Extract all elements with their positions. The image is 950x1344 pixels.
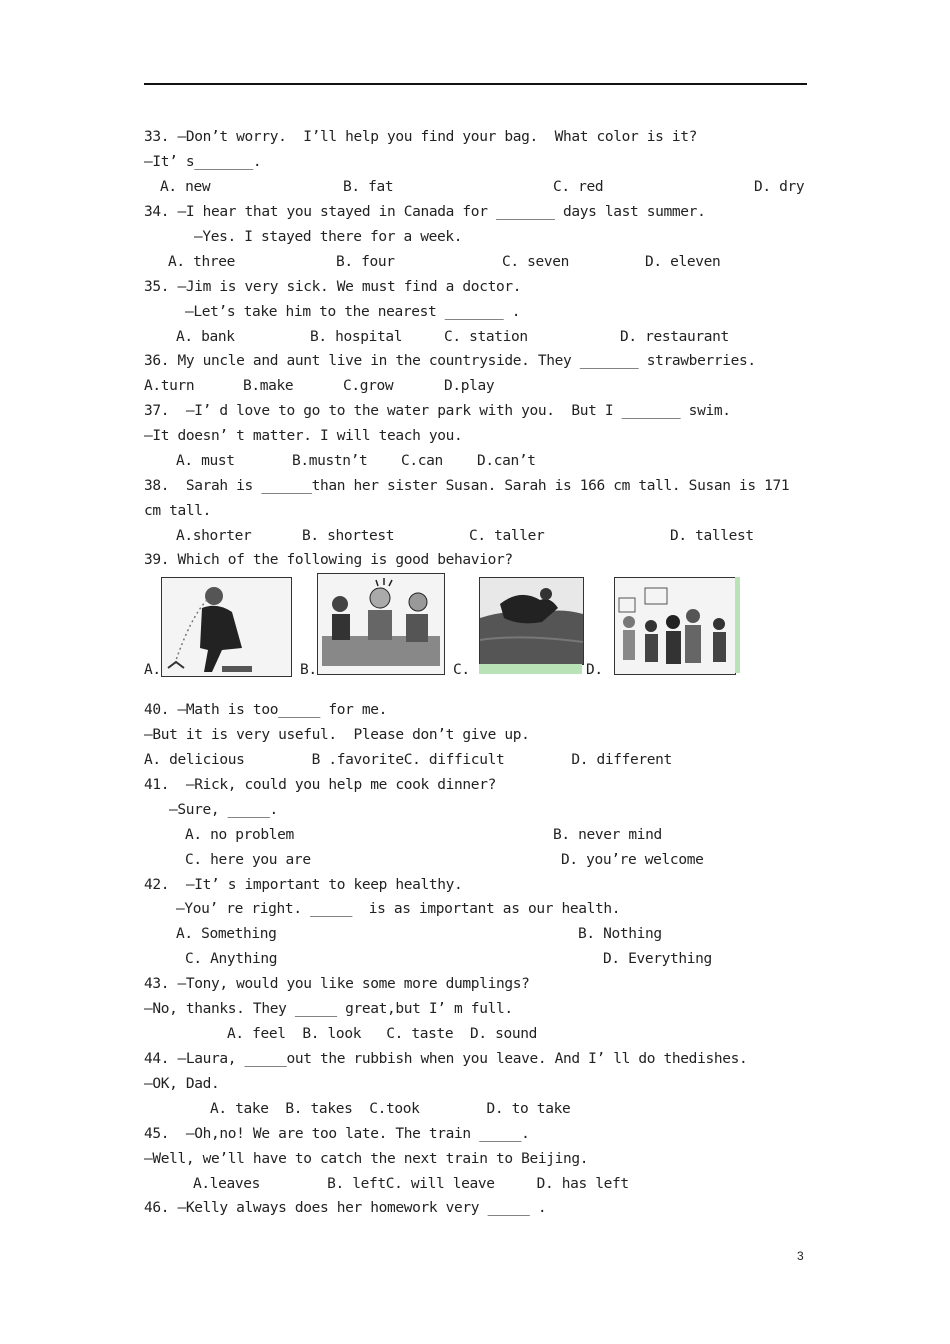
q38-a-text: A.shorter — [176, 528, 252, 544]
picture-c-grass — [479, 577, 584, 665]
q41-reply-text: —Sure, _____. — [169, 802, 278, 818]
q33-d-text: D. dry — [754, 179, 805, 195]
q39-text: 39. Which of the following is good behavior? — [144, 552, 513, 568]
q35-c-text: C. station — [444, 329, 528, 345]
picture-c-green-bar — [479, 664, 582, 674]
q35-text: 35. —Jim is very sick. We must find a doctor. — [144, 279, 522, 295]
q39-b-text: B. — [300, 662, 317, 678]
q35-d-text: D. restaurant — [620, 329, 729, 345]
q42-c-text: C. Anything — [185, 951, 278, 967]
page-number: 3 — [797, 1249, 804, 1263]
q43-reply-text: —No, thanks. They _____ great,but I’ m full. — [144, 1001, 513, 1017]
q34-text: 34. —I hear that you stayed in Canada for _______ days last summer. — [144, 204, 706, 220]
q35-b-text: B. hospital — [310, 329, 403, 345]
q37-reply-text: —It doesn’ t matter. I will teach you. — [144, 428, 463, 444]
picture-b-talking — [317, 573, 445, 675]
q44-reply-text: —OK, Dad. — [144, 1076, 220, 1092]
q38-text: 38. Sarah is ______than her sister Susan. Sarah is 166 cm tall. Susan is 171 — [144, 478, 790, 494]
q38-b-text: B. shortest — [302, 528, 395, 544]
q35-a-text: A. bank — [176, 329, 235, 345]
q40-text: 40. —Math is too_____ for me. — [144, 702, 388, 718]
q38-c-text: C. taller — [469, 528, 545, 544]
q41-a-text: A. no problem — [185, 827, 294, 843]
q34-d-text: D. eleven — [645, 254, 721, 270]
q44-text: 44. —Laura, _____out the rubbish when you leave. And I’ ll do thedishes. — [144, 1051, 748, 1067]
picture-d-green-edge — [735, 577, 740, 673]
people-talking-icon — [318, 574, 444, 674]
q42-text: 42. —It’ s important to keep healthy. — [144, 877, 463, 893]
q33-text: 33. —Don’t worry. I’ll help you find your bag. What color is it? — [144, 129, 698, 145]
q41-d-text: D. you’re welcome — [561, 852, 704, 868]
header-rule — [144, 83, 807, 85]
q37-b-text: B.mustn’t — [292, 453, 368, 469]
q41-c-text: C. here you are — [185, 852, 311, 868]
person-on-grass-icon — [480, 578, 583, 664]
q36-a-text: A.turn — [144, 378, 195, 394]
q42-b-text: B. Nothing — [578, 926, 662, 942]
q45-reply-text: —Well, we’ll have to catch the next train to Beijing. — [144, 1151, 589, 1167]
q39-c-text: C. — [453, 662, 470, 678]
q39-d-text: D. — [586, 662, 603, 678]
q36-b-text: B.make — [243, 378, 294, 394]
q34-b-text: B. four — [336, 254, 395, 270]
q35-reply-text: —Let’s take him to the nearest _______ . — [185, 304, 521, 320]
q36-text: 36. My uncle and aunt live in the countryside. They _______ strawberries. — [144, 353, 756, 369]
q40-opts-text: A. delicious B .favoriteC. difficult D. different — [144, 752, 672, 768]
q36-d-text: D.play — [444, 378, 495, 394]
q37-text: 37. —I’ d love to go to the water park with you. But I _______ swim. — [144, 403, 731, 419]
q39-a-text: A. — [144, 662, 161, 678]
q33-b-text: B. fat — [343, 179, 394, 195]
q42-d-text: D. Everything — [603, 951, 712, 967]
picture-d-queue — [614, 577, 736, 675]
q41-text: 41. —Rick, could you help me cook dinner? — [144, 777, 496, 793]
q37-d-text: D.can’t — [477, 453, 536, 469]
q37-a-text: A. must — [176, 453, 235, 469]
q44-opts-text: A. take B. takes C.took D. to take — [210, 1101, 571, 1117]
q33-reply-text: —It’ s_______. — [144, 154, 262, 170]
q33-c-text: C. red — [553, 179, 604, 195]
q38-d-text: D. tallest — [670, 528, 754, 544]
q45-opts-text: A.leaves B. leftC. will leave D. has left — [193, 1176, 629, 1192]
q41-b-text: B. never mind — [553, 827, 662, 843]
q34-c-text: C. seven — [502, 254, 570, 270]
q33-a-text: A. new — [160, 179, 211, 195]
q43-opts-text: A. feel B. look C. taste D. sound — [227, 1026, 538, 1042]
q42-reply-text: —You’ re right. _____ is as important as our health. — [176, 901, 621, 917]
q36-c-text: C.grow — [343, 378, 394, 394]
q43-text: 43. —Tony, would you like some more dumplings? — [144, 976, 530, 992]
q38-cont-text: cm tall. — [144, 503, 212, 519]
q42-a-text: A. Something — [176, 926, 277, 942]
man-spitting-icon — [162, 578, 291, 676]
q45-text: 45. —Oh,no! We are too late. The train _____. — [144, 1126, 530, 1142]
people-queuing-icon — [615, 578, 735, 674]
q46-text: 46. —Kelly always does her homework very _____ . — [144, 1200, 547, 1216]
picture-a-spitting — [161, 577, 292, 677]
q37-c-text: C.can — [401, 453, 443, 469]
q34-reply-text: —Yes. I stayed there for a week. — [194, 229, 463, 245]
q40-reply-text: —But it is very useful. Please don’t give up. — [144, 727, 530, 743]
q34-a-text: A. three — [168, 254, 236, 270]
